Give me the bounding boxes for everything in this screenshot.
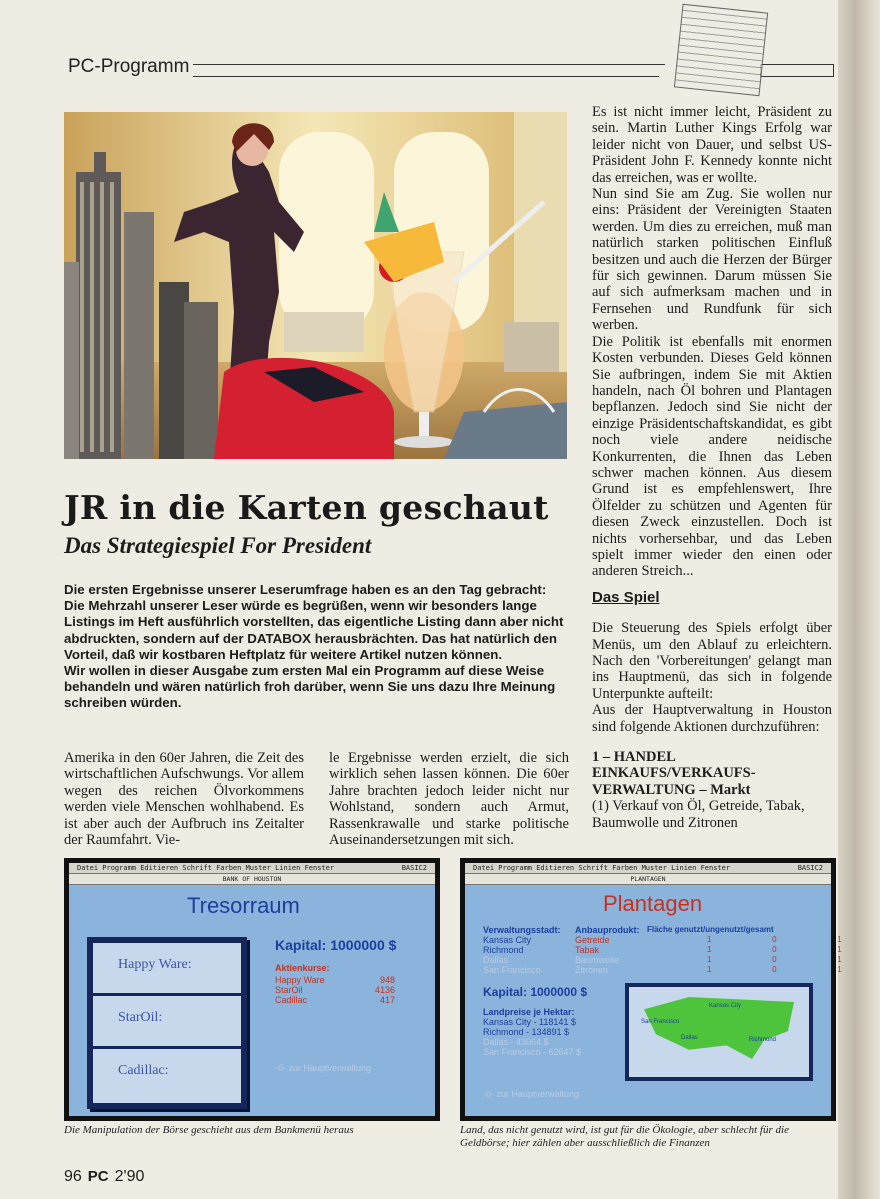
gem-menubar: [465, 863, 831, 873]
column-left-text: Amerika in den 60er Jahren, die Zeit des wirtschaftlichen Aufschwungs. Vor allem wegen des reichen Ölvorkommens werden viele Menschen wohlhabend. Es ist aber auch der Aufbruch ins Zeitalter der Raumfahrt. Vie-: [64, 750, 304, 849]
land-price: San Francisco - 62647 $: [483, 1047, 582, 1057]
section-label: PC-Programm: [64, 56, 193, 78]
map-label: Kansas City: [709, 1003, 742, 1009]
caption-right: Land, das nicht genutzt wird, ist gut für die Ökologie, aber schlecht für die Geldbörse; hier zählen aber ausschließlich die Finanzen: [460, 1124, 789, 1149]
flaeche-row: 1 0 1: [707, 965, 842, 974]
lead-paragraph: [64, 582, 569, 712]
stock-row: [275, 985, 395, 995]
column-right-para-3: Die Politik ist ebenfalls mit enormen Kosten verbunden. Dieses Geld können Sie aufbringen, indem Sie mit Aktien handeln, nach Öl bohren und Plantagen bepflanzen. Jedoch sind Sie nicht der einzige Präsidentschaftskandidat, es gibt noch viele andere neidische Konkurrenten, die Ihnen das Leben schwer machen können. Aus diesem Grund ist es empfehlenswert, Ihre Ölfelder zu schützen und Agenten für diesen Zweck einzustellen. Doch ist nichts vorhersehbar, und das Leben spielt immer wieder den einen oder anderen Streich...: [592, 333, 832, 580]
map-label: Dallas: [681, 1035, 698, 1041]
flaeche-row: 1 0 1: [707, 955, 842, 964]
aktien-label: Aktienkurse:: [275, 963, 330, 973]
safe-row: [93, 1049, 241, 1099]
city: San Francisco: [483, 965, 541, 975]
product: Tabak: [575, 945, 600, 955]
stock-row: [275, 975, 395, 985]
article-subheadline: Das Strategiespiel For President: [64, 533, 372, 558]
flaeche-row: 1 0 1: [707, 935, 842, 944]
flaeche-label: Fläche genutzt/ungenutzt/gesamt: [647, 925, 774, 934]
land-label: Landpreise je Hektar:: [483, 1007, 575, 1017]
stock-value: 417: [379, 995, 395, 1005]
product: Zitronen: [575, 965, 609, 975]
flaeche-row: 1 0 1: [707, 945, 842, 954]
menu-item-hauptverwaltung[interactable]: -0- zur Hauptverwaltung: [275, 1063, 372, 1073]
issue-number: 2'90: [114, 1168, 145, 1185]
safe-label: Happy Ware:: [118, 957, 192, 972]
spiel-para-2: Aus der Hauptverwaltung in Houston sind folgende Aktionen durchzuführen:: [592, 702, 832, 735]
safe-label: Cadillac:: [118, 1063, 169, 1078]
land-price: Richmond - 134891 $: [483, 1027, 570, 1037]
map-label: Richmond: [749, 1037, 777, 1043]
article-headline: JR in die Karten geschaut: [64, 488, 549, 527]
stock-name: StarOil: [275, 985, 303, 995]
hero-image: [64, 112, 567, 459]
spiel-para-1: Die Steuerung des Spiels erfolgt über Menüs, um den Ablauf zu erleichtern. Nach den 'Vorbereitungen' gelangt man ins Hauptmenü, das sich in folgende Unterpunkte aufteilt:: [592, 620, 832, 702]
lead-text-1: Die ersten Ergebnisse unserer Leserumfrage haben es an den Tag gebracht: Die Mehrzahl unserer Leser würde es begrüßen, wenn wir besonders lange Listings im Heft ausführlich vorstellten, das eigentliche Listing dann aber nicht abdruckten, sondern auf der DATABOX herausbrächten. Das hat natürlich den Vorteil, daß wir kostbaren Heftplatz für weitere Artikel nutzen können.: [64, 582, 564, 662]
menubar-app: BASIC2: [797, 864, 823, 872]
gem-menubar: [69, 863, 435, 873]
window-title: BANK OF HOUSTON: [69, 873, 435, 885]
page-number: 96: [64, 1168, 82, 1185]
screenshot-tresorraum: [64, 858, 440, 1121]
verwaltung-label: Verwaltungsstadt:: [483, 925, 561, 935]
column-middle: [329, 750, 569, 848]
lead-text-2: Wir wollen in dieser Ausgabe zum ersten Mal ein Programm auf diese Weise behandeln und wären natürlich froh darüber, wenn Sie uns dazu Ihre Meinung schreiben würden.: [64, 663, 556, 711]
notepad-logo-icon: [674, 4, 768, 97]
map-label: San Francisco: [641, 1019, 680, 1025]
screen-title: Tresorraum: [187, 893, 300, 918]
anbau-label: Anbauprodukt:: [575, 925, 640, 935]
page-footer: [64, 1168, 144, 1186]
product-list: [575, 925, 645, 975]
stock-row: [275, 995, 395, 1005]
column-middle-text: le Ergebnisse werden erzielt, die sich wirklich sehen lassen können. Die 60er Jahre brachten jedoch leider nicht nur Wohlstand, sondern auch Armut, Rassenkrawalle und starke politische Auseinandersetzungen mit sich.: [329, 750, 569, 849]
stock-list: [275, 975, 395, 1005]
screenshot-plantagen: [460, 858, 842, 1121]
usa-map: [625, 983, 813, 1081]
kapital-display: Kapital: 1000000 $: [483, 985, 588, 999]
column-left: [64, 750, 304, 848]
stock-name: Cadillac: [275, 995, 308, 1005]
city: Kansas City: [483, 935, 532, 945]
column-right-para-2: Nun sind Sie am Zug. Sie wollen nur eins: Präsident der Vereinigten Staaten werden. Um dies zu erreichen, muß man natürlich starken politischen Einfluß besitzen und auch die Herzen der Bürger für sich gewinnen. Darum müssen Sie auf sich aufmerksam machen und in Fernsehen und Rundfunk für sich werben.: [592, 186, 832, 334]
menubar-items: Datei Programm Editieren Schrift Farben Muster Linien Fenster: [77, 864, 335, 872]
caption-left: Die Manipulation der Börse geschieht aus dem Bankmenü heraus: [64, 1124, 354, 1136]
stock-value: 948: [379, 975, 395, 985]
land-price: Kansas City - 118141 $: [483, 1017, 576, 1027]
product: Baumwolle: [575, 955, 620, 965]
safe-label: StarOil:: [118, 1010, 163, 1025]
land-price: Dallas - 43064 $: [483, 1037, 549, 1047]
menu-item-hauptverwaltung[interactable]: -0- zur Hauptverwaltung: [483, 1089, 580, 1099]
city: Richmond: [483, 945, 524, 955]
column-right: [592, 104, 832, 831]
menubar-items: Datei Programm Editieren Schrift Farben Muster Linien Fenster: [473, 864, 731, 872]
handel-text: (1) Verkauf von Öl, Getreide, Tabak, Baumwolle und Zitronen: [592, 798, 805, 831]
city: Dallas: [483, 955, 509, 965]
page-edge-shadow: [838, 0, 880, 1199]
screen-area: [465, 885, 842, 1116]
stock-name: Happy Ware: [275, 975, 325, 985]
safe-row: [93, 943, 241, 996]
kapital-display: Kapital: 1000000 $: [275, 937, 397, 953]
magazine-logo: PC: [87, 1168, 109, 1185]
safe-graphic: [87, 937, 247, 1109]
flaeche-table: [647, 925, 842, 975]
window-title: PLANTAGEN: [465, 873, 831, 885]
product: Getreide: [575, 935, 610, 945]
stock-value: 4136: [374, 985, 395, 995]
safe-row: [93, 996, 241, 1049]
screen-title: Plantagen: [603, 891, 703, 916]
menubar-app: BASIC2: [401, 864, 427, 872]
land-price-list: [483, 1007, 623, 1057]
column-right-para-1: Es ist nicht immer leicht, Präsident zu sein. Martin Luther Kings Erfolg war leider nicht von Dauer, und selbst US-Präsident John F. Kennedy konnte nicht das erreichen, was er wollte.: [592, 104, 832, 186]
screen-area: [69, 885, 435, 1116]
handel-heading: 1 – HANDEL EINKAUFS/VERKAUFS-VERWALTUNG – Markt: [592, 749, 756, 798]
section-heading-spiel: Das Spiel: [592, 588, 660, 606]
header-rule-box: [760, 64, 834, 77]
city-list: [483, 925, 573, 975]
